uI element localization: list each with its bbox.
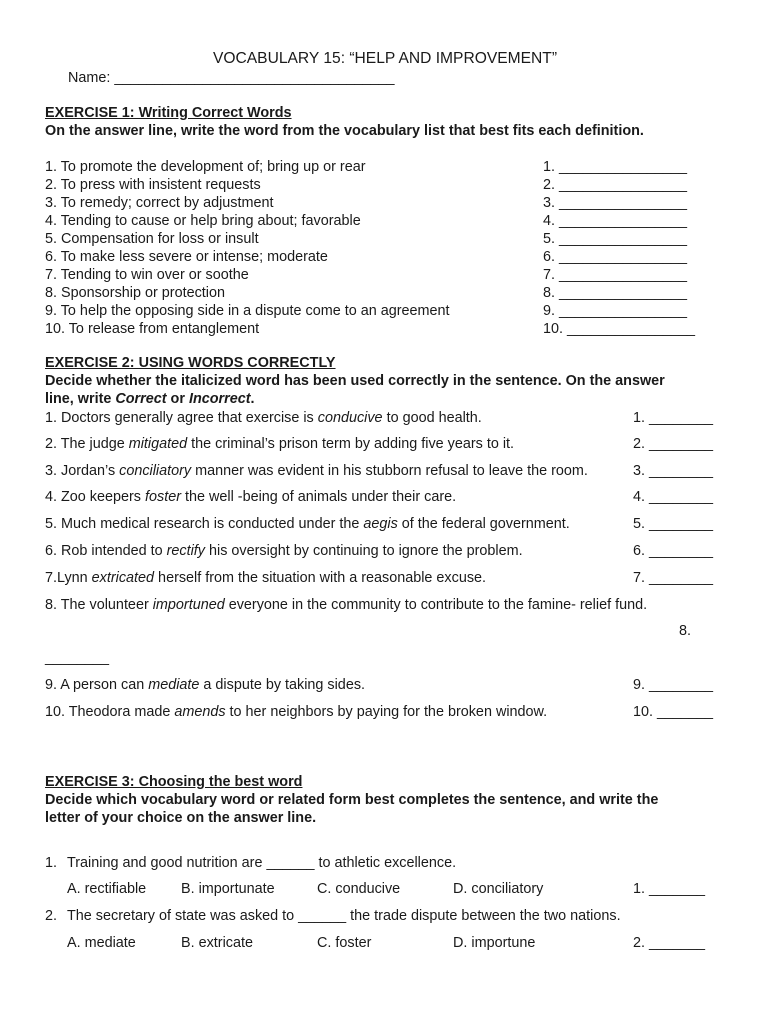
definition-item: 4. Tending to cause or help bring about; favorable [45, 213, 361, 229]
answer-line: 2. _______ [633, 935, 706, 951]
page-title: VOCABULARY 15: “HELP AND IMPROVEMENT” [212, 50, 558, 67]
answer-line: 9. ________________ [543, 303, 688, 319]
definition-item: 10. To release from entanglement [45, 321, 260, 337]
answer-line: 1. _______ [633, 881, 706, 897]
sentence-item: 2. The judge mitigated the criminal’s prison term by adding five years to it. [45, 436, 515, 452]
answer-line: 9. ________ [633, 677, 714, 693]
sentence-item: 7.Lynn extricated herself from the situation with a reasonable excuse. [45, 570, 487, 586]
option-a: A. mediate [67, 935, 136, 951]
sentence-item: 1. Doctors generally agree that exercise is conducive to good health. [45, 410, 482, 426]
italic-word: rectify [166, 543, 206, 559]
option-b: B. extricate [181, 935, 253, 951]
option-b: B. importunate [181, 881, 275, 897]
sentence-item: 5. Much medical research is conducted under the aegis of the federal government. [45, 516, 570, 532]
italic-word: importuned [152, 597, 225, 613]
answer-line: 7. ________ [633, 570, 714, 586]
italic-word: foster [145, 489, 181, 505]
definition-item: 1. To promote the development of; bring up or rear [45, 159, 366, 175]
definition-item: 5. Compensation for loss or insult [45, 231, 259, 247]
italic-word: amends [174, 704, 226, 720]
option-d: D. importune [453, 935, 536, 951]
name-line: Name: ___________________________________ [68, 70, 395, 86]
definition-item: 7. Tending to win over or soothe [45, 267, 249, 283]
exercise-2-instruction-cont: line, write Correct or Incorrect. [45, 391, 255, 407]
answer-line: 4. ________________ [543, 213, 688, 229]
question-text: The secretary of state was asked to ______ the trade dispute between the two nations. [67, 908, 621, 924]
italic-word: aegis [363, 516, 398, 532]
definition-item: 8. Sponsorship or protection [45, 285, 225, 301]
sentence-item: 6. Rob intended to rectify his oversight by continuing to ignore the problem. [45, 543, 523, 559]
answer-line: 6. ________________ [543, 249, 688, 265]
italic-word: mitigated [128, 436, 188, 452]
question-number: 2. [45, 908, 58, 924]
exercise-2-heading: EXERCISE 2: USING WORDS CORRECTLY [45, 355, 336, 371]
answer-line: 7. ________________ [543, 267, 688, 283]
answer-number: 8. [679, 623, 692, 639]
definition-item: 6. To make less severe or intense; moderate [45, 249, 328, 265]
answer-line: 2. ________ [633, 436, 714, 452]
exercise-1-instruction: On the answer line, write the word from the vocabulary list that best fits each definition. [45, 123, 644, 139]
sentence-item: 8. The volunteer importuned everyone in the community to contribute to the famine- relief fund. [45, 597, 648, 613]
answer-line: 1. ________________ [543, 159, 688, 175]
sentence-item: 10. Theodora made amends to her neighbors by paying for the broken window. [45, 704, 548, 720]
answer-line: 10. ________________ [543, 321, 696, 337]
answer-line: 8. ________________ [543, 285, 688, 301]
option-c: C. foster [317, 935, 372, 951]
answer-line: ________ [45, 650, 110, 666]
answer-line: 1. ________ [633, 410, 714, 426]
exercise-1-heading: EXERCISE 1: Writing Correct Words [45, 105, 292, 121]
sentence-item: 9. A person can mediate a dispute by taking sides. [45, 677, 366, 693]
answer-line: 3. ________ [633, 463, 714, 479]
answer-line: 5. ________________ [543, 231, 688, 247]
definition-item: 9. To help the opposing side in a dispute come to an agreement [45, 303, 450, 319]
answer-line: 10. _______ [633, 704, 714, 720]
option-d: D. conciliatory [453, 881, 544, 897]
answer-line: 6. ________ [633, 543, 714, 559]
italic-word: conducive [317, 410, 383, 426]
exercise-3-heading: EXERCISE 3: Choosing the best word [45, 774, 303, 790]
exercise-3-instruction: Decide which vocabulary word or related form best completes the sentence, and write the [45, 792, 659, 808]
italic-word: conciliatory [119, 463, 192, 479]
question-number: 1. [45, 855, 58, 871]
exercise-2-instruction: Decide whether the italicized word has been used correctly in the sentence. On the answer [45, 373, 665, 389]
definition-item: 3. To remedy; correct by adjustment [45, 195, 274, 211]
sentence-item: 4. Zoo keepers foster the well -being of animals under their care. [45, 489, 457, 505]
sentence-item: 3. Jordan’s conciliatory manner was evident in his stubborn refusal to leave the room. [45, 463, 588, 479]
answer-line: 3. ________________ [543, 195, 688, 211]
answer-line: 2. ________________ [543, 177, 688, 193]
definition-item: 2. To press with insistent requests [45, 177, 261, 193]
exercise-3-instruction-cont: letter of your choice on the answer line. [45, 810, 317, 826]
italic-word: mediate [148, 677, 200, 693]
question-text: Training and good nutrition are ______ to athletic excellence. [67, 855, 457, 871]
italic-word: extricated [91, 570, 155, 586]
option-a: A. rectifiable [67, 881, 147, 897]
option-c: C. conducive [317, 881, 401, 897]
answer-line: 5. ________ [633, 516, 714, 532]
answer-line: 4. ________ [633, 489, 714, 505]
